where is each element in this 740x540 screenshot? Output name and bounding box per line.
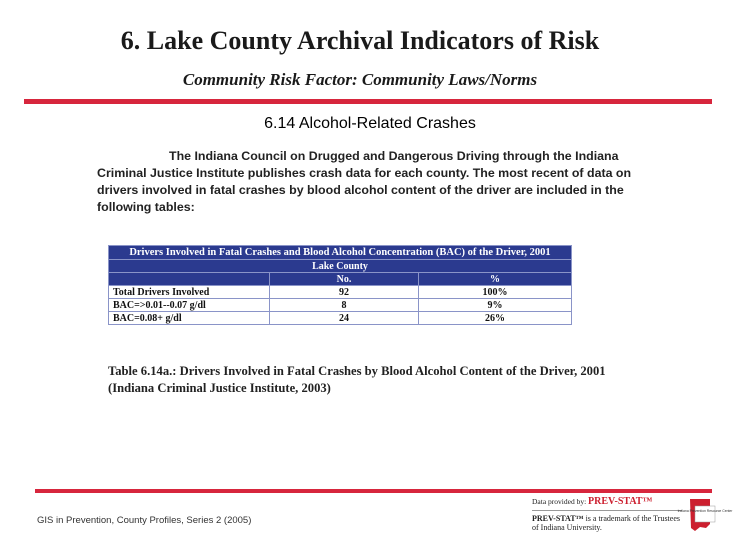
- table-header-blank: [109, 273, 270, 286]
- table-column-header-row: [109, 273, 572, 286]
- row-no: 8: [270, 299, 419, 312]
- bac-crash-table: [108, 245, 572, 325]
- table-row: [109, 286, 572, 299]
- indiana-label: Indiana Prevention Resource Center: [677, 509, 733, 513]
- row-label: BAC=>0.01--0.07 g/dl: [109, 299, 270, 312]
- row-no: 92: [270, 286, 419, 299]
- table-title: Drivers Involved in Fatal Crashes and Blood Alcohol Concentration (BAC) of the Driver, 2001: [109, 246, 572, 260]
- table-row: [109, 312, 572, 325]
- row-pct: 9%: [419, 299, 572, 312]
- indiana-map-icon: [677, 498, 733, 532]
- page-title: 6. Lake County Archival Indicators of Risk: [120, 26, 600, 55]
- table-header-no: No.: [270, 273, 419, 286]
- table-title-row: [109, 246, 572, 260]
- row-pct: 100%: [419, 286, 572, 299]
- row-label: BAC=0.08+ g/dl: [109, 312, 270, 325]
- table-caption: Table 6.14a.: Drivers Involved in Fatal Crashes by Blood Alcohol Content of the Driver, 2001 (Indiana Criminal Justice Institute, 2003): [108, 364, 606, 395]
- trademark-brand: PREV-STAT™: [532, 514, 584, 523]
- row-label: Total Drivers Involved: [109, 286, 270, 299]
- bottom-divider: [35, 489, 712, 493]
- table-row: [109, 299, 572, 312]
- provided-by-text: Data provided by:: [532, 497, 589, 506]
- intro-paragraph: The Indiana Council on Drugged and Dangerous Driving through the Indiana Criminal Justice Institute publishes crash data for each county. The most recent of data on drivers involved in fatal crashes by blood alcohol content of the driver are included in the following tables:: [97, 149, 632, 214]
- row-pct: 26%: [419, 312, 572, 325]
- table-header-pct: %: [419, 273, 572, 286]
- prev-stat-logo: [532, 497, 682, 532]
- trademark-text: is a trademark of the Trustees of Indiana University.: [532, 514, 680, 532]
- table-county: Lake County: [109, 260, 572, 273]
- page-subtitle: Community Risk Factor: Community Laws/Norms: [182, 70, 538, 89]
- table-county-row: [109, 260, 572, 273]
- brand-name: PREV-STAT™: [588, 496, 653, 507]
- row-no: 24: [270, 312, 419, 325]
- top-divider: [24, 99, 712, 104]
- footer-citation: GIS in Prevention, County Profiles, Series 2 (2005): [37, 515, 252, 526]
- section-heading: 6.14 Alcohol-Related Crashes: [264, 115, 476, 132]
